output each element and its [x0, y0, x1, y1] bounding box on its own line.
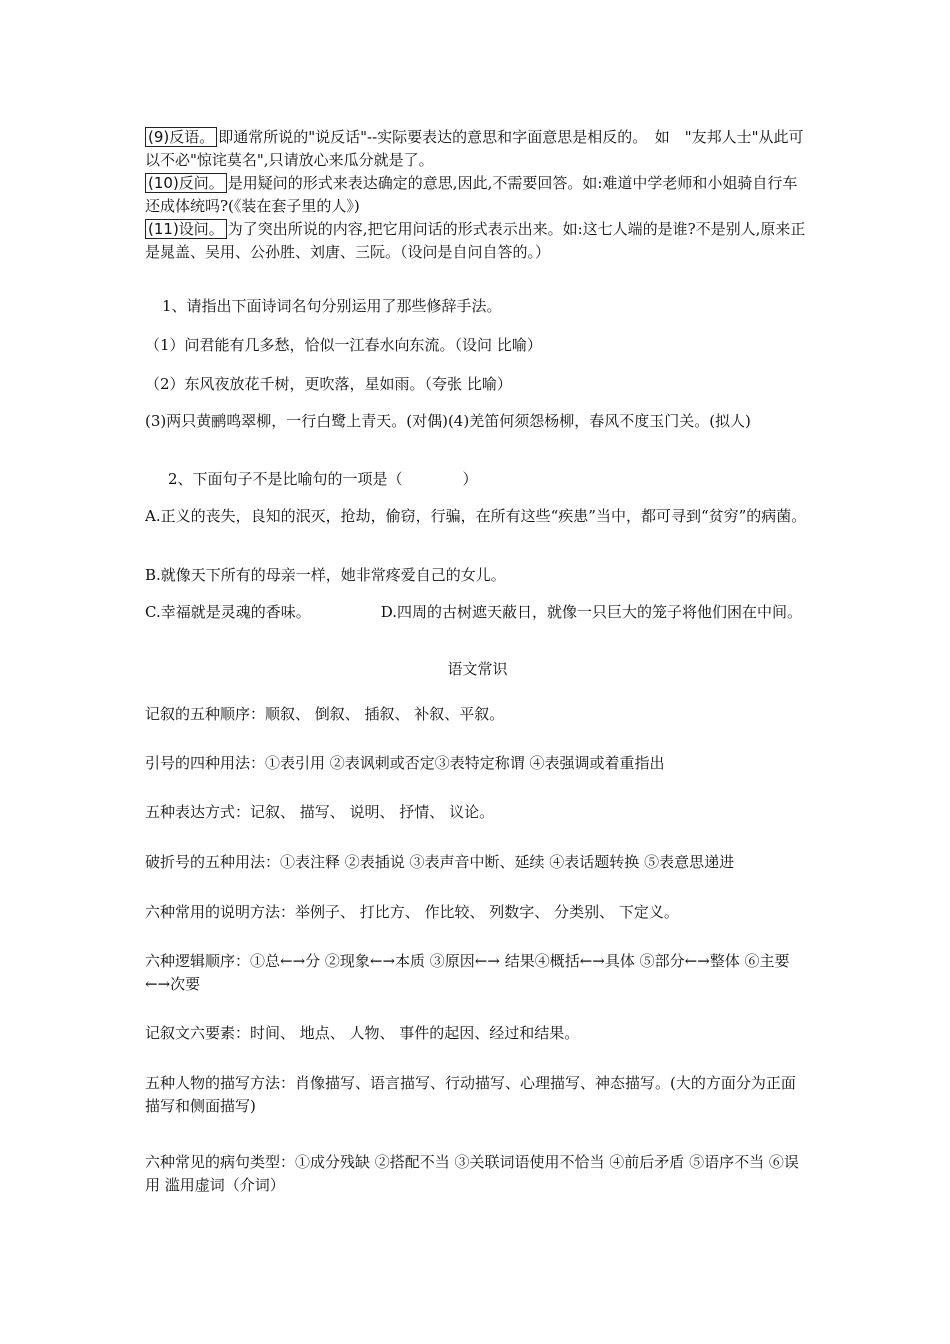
knowledge-item: 记叙的五种顺序：顺叙、 倒叙、 插叙、 补叙、平叙。 — [145, 705, 505, 723]
exercise-1-question: 1、请指出下面诗词名句分别运用了那些修辞手法。 — [162, 297, 502, 315]
exercise-1-answer-3: (3)两只黄鹂鸣翠柳，一行白鹭上青天。(对偶)(4)羌笛何须怨杨柳，春风不度玉门关。(拟人) — [145, 412, 751, 430]
rhetoric-item-10 — [145, 172, 810, 218]
section-title: 语文常识 — [447, 660, 508, 678]
option-d: D.四周的古树遮天蔽日，就像一只巨大的笼子将他们困在中间。 — [380, 603, 802, 621]
knowledge-item: 六种常见的病句类型：①成分残缺 ②搭配不当 ③关联词语使用不恰当 ④前后矛盾 ⑤语序不当 ⑥误用 滥用虚词（介词） — [145, 1153, 799, 1194]
rhetoric-item-9 — [145, 126, 810, 172]
item-text: 是用疑问的形式来表达确定的意思,因此,不需要回答。如:难道中学老师和小姐骑自行车还成体统吗?(《装在套子里的人》) — [145, 174, 798, 215]
item-text: 即通常所说的"说反话"--实际要表达的意思和字面意思是相反的。 如 "友邦人士"从此可以不必"惊诧莫名",只请放心来瓜分就是了。 — [145, 128, 804, 169]
exercise-1-answer-1: （1）问君能有几多愁，恰似一江春水向东流。（设问 比喻） — [145, 336, 542, 354]
knowledge-item: 破折号的五种用法：①表注释 ②表插说 ③表声音中断、延续 ④表话题转换 ⑤表意思递进 — [145, 853, 735, 871]
exercise-1-answer-2: （2）东风夜放花千树，更吹落，星如雨。（夸张 比喻） — [145, 375, 512, 393]
item-label: (9)反语。 — [145, 127, 217, 147]
knowledge-item: 五种人物的描写方法：肖像描写、语言描写、行动描写、心理描写、神态描写。(大的方面分为正面描写和侧面描写) — [145, 1074, 796, 1115]
knowledge-item: 引号的四种用法：①表引用 ②表讽刺或否定③表特定称谓 ④表强调或着重指出 — [145, 754, 665, 772]
knowledge-item: 六种常用的说明方法：举例子、 打比方、 作比较、 列数字、 分类别、 下定义。 — [145, 903, 679, 921]
exercise-2-option-a: A.正义的丧失，良知的泯灭，抢劫，偷窃，行骗，在所有这些“疾患”当中，都可寻到“贫穷”的病菌。 — [145, 507, 807, 525]
rhetoric-item-11 — [145, 218, 810, 264]
option-c: C.幸福就是灵魂的香味。 — [145, 603, 311, 621]
knowledge-item: 记叙文六要素：时间、 地点、 人物、 事件的起因、经过和结果。 — [145, 1024, 580, 1042]
item-text: 为了突出所说的内容,把它用问话的形式表示出来。如:这七人端的是谁?不是别人,原来正是晁盖、吴用、公孙胜、刘唐、三阮。（设问是自问自答的。） — [145, 220, 806, 261]
item-label: (11)设问。 — [145, 219, 227, 239]
exercise-2-option-b: B.就像天下所有的母亲一样，她非常疼爱自己的女儿。 — [145, 566, 506, 584]
exercise-2-question: 2、下面句子不是比喻句的一项是（ ） — [168, 470, 478, 488]
knowledge-item: 五种表达方式：记叙、 描写、 说明、 抒情、 议论。 — [145, 803, 495, 821]
exercise-2-options-c-d — [145, 603, 810, 621]
knowledge-item: 六种逻辑顺序：①总←→分 ②现象←→本质 ③原因←→ 结果④概括←→具体 ⑤部分←→整体 ⑥主要←→次要 — [145, 952, 790, 993]
item-label: (10)反问。 — [145, 173, 227, 193]
